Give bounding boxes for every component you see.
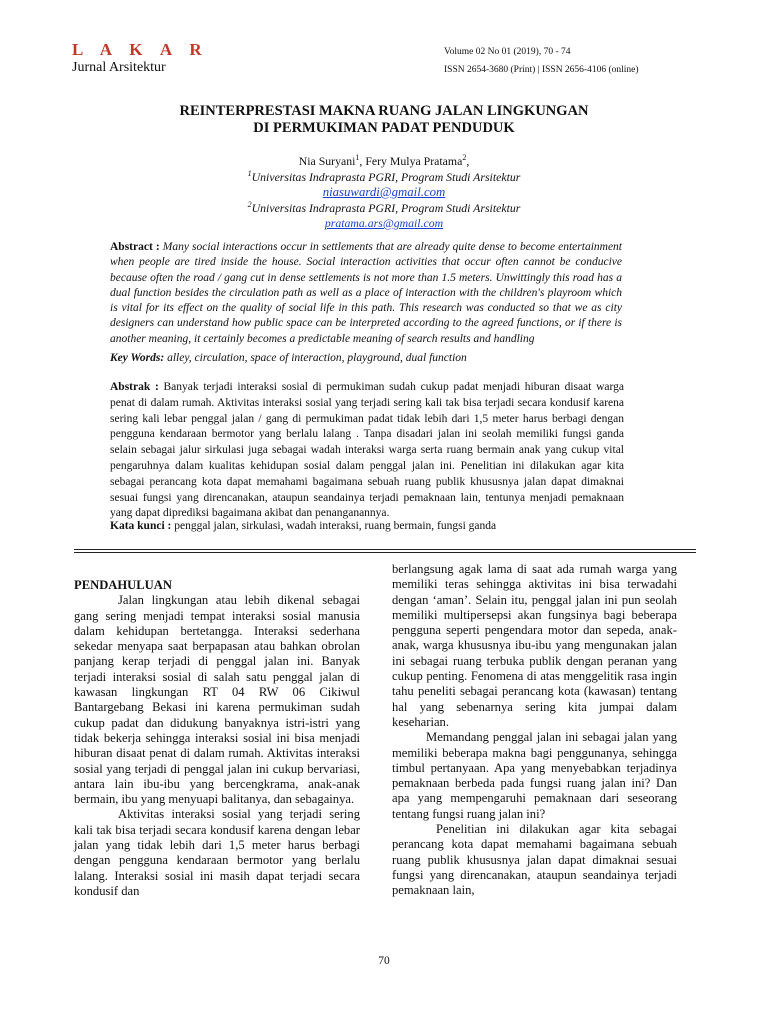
body-paragraph: Jalan lingkungan atau lebih dikenal sebagai gang sering menjadi tempat interaksi sosial manusia dalam kehidupan bertetangga. Interaksi sederhana sekedar menyapa saat berpapasan atau bahkan obrolan panjang kerap terjadi di penggal jalan ini. Banyak terjadi interaksi sosial di salah satu penggal jalan di kawasan lingkungan RT 04 RW 06 Cikiwul Bantargebang Bekasi ini karena permukiman sudah cukup padat dan didukung banyaknya istri-istri yang tidak bekerja sehingga interaksi sosial ini bisa menjadi hiburan disaat penat di dalam rumah. Aktivitas interaksi sosial yang terjadi di penggal jalan ini cukup bervariasi, antara lain ibu-ibu yang bercengkrama, anak-anak bermain, ibu yang menyuapi balitanya, dan sebagainya. (74, 593, 360, 807)
affiliation-2 (0, 201, 768, 217)
keywords-en-text: alley, circulation, space of interaction, playground, dual function (167, 352, 467, 364)
abstract-en-label: Abstract : (110, 241, 163, 253)
affiliation-1 (0, 170, 768, 186)
section-heading: PENDAHULUAN (74, 578, 172, 592)
journal-subtitle: Jurnal Arsitektur (72, 60, 166, 75)
email-1-link[interactable]: niasuwardi@gmail.com (322, 185, 446, 199)
keywords-indonesian (110, 520, 624, 532)
affiliation-1-text: Universitas Indraprasta PGRI, Program Studi Arsitektur (251, 169, 521, 184)
abstract-en-text: Many social interactions occur in settlements that are already quite dense to become entertainment when people are tired inside the house. Social interaction activities that occur often cannot be conducive because often the road / gang cut in dense settlements is not more than 1.5 meters. Unwittingly this road has a dual function besides the circulation path as well as a place of interaction with the children's playroom which is vital for its effect on the quality of social life in this path. This research was conducted so that we as city designers can understand how public space can be interpreted according to the agreed functions, or if there is another meaning, it certainly becomes a predictable meaning of search results and handling (110, 241, 622, 345)
page-number: 70 (378, 955, 390, 967)
abstract-id-text: Banyak terjadi interaksi sosial di permukiman sudah cukup padat menjadi hiburan disaat warga penat di dalam rumah. Aktivitas interaksi sosial yang terjadi sering kali tak bisa terjadi secara kondusif karena sering kali lebar penggal jalan / gang di permukiman padat tidak lebih dari 1,5 meter harus berbagi dengan pengguna kendaraan bermotor yang berlalu lalang . Tanpa disadari jalan ini seolah memiliki fungsi ganda selain sebagai jalur sirkulasi juga sebagai wadah interaksi warga serta ruang bermain anak yang cukup vital pengaruhnya dalam kualitas kehidupan sosial dalam penggal jalan ini. Penelitian ini dilakukan agar kita sebagai perancang kota dapat memahami bagaimana sebuah ruang publik khususnya jalan dapat dimaknai sesuai fungsi yang direncanakan, ataupun seandainya terjadi pemaknaan lain, tentunya menjadi pemaknaan yang dapat diprediksi bagaimana akibat dan penanganannya. (110, 381, 624, 520)
body-paragraph: Aktivitas interaksi sosial yang terjadi sering kali tak bisa terjadi secara kondusif karena dengan lebar jalan yang tidak lebih dari 1,5 meter harus berbagi dengan pengguna kendaraan bermotor yang berlalu lalang. Interaksi sosial ini masih dapat terjadi secara kondusif dan (74, 807, 360, 898)
volume-info: Volume 02 No 01 (2019), 70 - 74 (444, 47, 571, 57)
abstract-english (110, 240, 622, 347)
issn-info: ISSN 2654-3680 (Print) | ISSN 2656-4106 (online) (444, 65, 639, 75)
author-1: Nia Suryani (298, 154, 356, 168)
keywords-en-label: Key Words: (110, 352, 168, 364)
keywords-id-label: Kata kunci : (110, 520, 175, 532)
divider-bottom (74, 552, 696, 553)
author-2-sup: 2 (462, 153, 467, 163)
body-column-right (392, 562, 677, 899)
affil-1-sup: 1 (247, 168, 252, 178)
author-1-sup: 1 (355, 153, 360, 163)
email-2-link[interactable]: pratama.ars@gmail.com (324, 216, 444, 230)
author-sep: , (359, 154, 366, 168)
body-column-left (74, 578, 360, 899)
title-line-1: REINTERPRESTASI MAKNA RUANG JALAN LINGKUNGAN (179, 103, 589, 119)
affiliation-2-text: Universitas Indraprasta PGRI, Program Studi Arsitektur (251, 200, 521, 215)
abstract-id-label: Abstrak : (110, 381, 164, 393)
author-names (0, 154, 768, 170)
title-line-2: DI PERMUKIMAN PADAT PENDUDUK (253, 120, 515, 136)
keywords-id-text: penggal jalan, sirkulasi, wadah interaksi, ruang bermain, fungsi ganda (174, 520, 497, 532)
author-2: Fery Mulya Pratama (365, 154, 463, 168)
body-paragraph: Penelitian ini dilakukan agar kita sebagai perancang kota dapat memahami bagaimana sebuah ruang publik khususnya jalan dapat dimaknai sesuai fungsi yang direncanakan, ataupun seandainya terjadi pemaknaan lain, (392, 822, 677, 898)
divider-top (74, 549, 696, 550)
author-block (0, 154, 768, 232)
abstract-indonesian (110, 380, 624, 522)
body-paragraph: berlangsung agak lama di saat ada rumah warga yang memiliki teras sehingga aktivitas ini bisa terwadahi dengan ‘aman’. Selain itu, penggal jalan ini pun seolah memiliki multipersepsi akan fungsinya bagi beberapa pengguna seperti pengendara motor dan sepeda, anak-anak, warga khususnya ibu-ibu yang mengunakan jalan ini sebagai ruang terbuka publik dengan peranan yang cukup penting. Fenomena di atas menggelitik rasa ingin tahu peneliti sebagai perancang kota (kawasan) tentang hal yang sebenarnya sering kita jumpai dalam keseharian. (392, 562, 677, 729)
journal-name: L A K A R (72, 40, 209, 59)
author-comma: , (466, 154, 470, 168)
paper-title (0, 103, 768, 137)
affil-2-sup: 2 (247, 199, 252, 209)
keywords-english (110, 352, 622, 364)
body-paragraph: Memandang penggal jalan ini sebagai jalan yang memiliki beberapa makna bagi penggunanya, sehingga timbul pertanyaan. Apa yang menyebabkan terjadinya pemaknaan berbeda pada fungsi ruang jalan ini? Dan apa yang mempengaruhi pemaknaan dari seseorang tentang fungsi ruang jalan ini? (392, 730, 677, 821)
